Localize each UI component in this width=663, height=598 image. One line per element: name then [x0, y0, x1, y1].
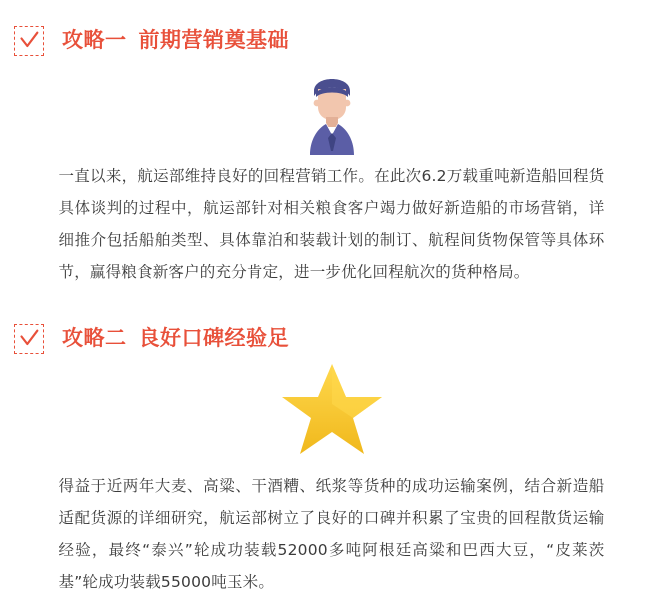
section-strategy-one	[0, 0, 663, 288]
star-illustration	[0, 360, 663, 460]
page-title-two	[62, 327, 289, 350]
check-icon	[14, 324, 44, 354]
heading-title-one: 前期营销奠基础	[138, 28, 289, 53]
body-paragraph-one: 一直以来，航运部维持良好的回程营销工作。在此次6.2万载重吨新造船回程货具体谈判的过程中，航运部针对相关粮食客户竭力做好新造船的市场营销，详细推介包括船舶类型、具体靠泊和装载计划的制订、航程间货物保管等具体环节，赢得粮食新客户的充分肯定，进一步优化回程航次的货种格局。	[58, 167, 605, 281]
page-title-one	[62, 29, 289, 52]
person-bust-illustration	[0, 64, 663, 154]
section-strategy-two	[0, 288, 663, 598]
heading-title-two: 良好口碑经验足	[138, 326, 289, 351]
heading-row-two	[0, 288, 663, 354]
heading-row-one	[0, 0, 663, 56]
check-icon	[14, 26, 44, 56]
body-paragraph-two: 得益于近两年大麦、高粱、干酒糟、纸浆等货种的成功运输案例，结合新造船适配货源的详细研究，航运部树立了良好的口碑并积累了宝贵的回程散货运输经验，最终“泰兴”轮成功装载52000多吨阿根廷高粱和巴西大豆，“皮莱茨基”轮成功装载55000吨玉米。	[58, 477, 605, 591]
heading-number-one: 攻略一	[62, 28, 127, 53]
heading-number-two: 攻略二	[62, 326, 127, 351]
